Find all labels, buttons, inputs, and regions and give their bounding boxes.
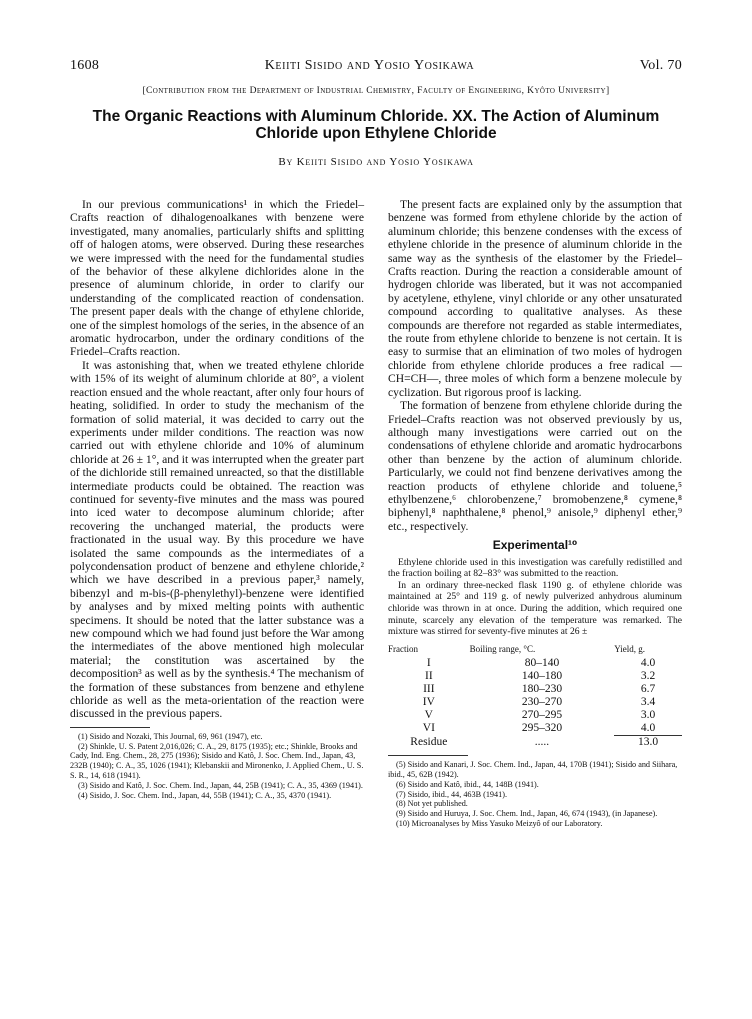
yield-cell: 4.0 <box>640 722 656 735</box>
column-header: Fraction <box>388 643 418 654</box>
table-row <box>388 709 682 722</box>
table-header-row <box>388 642 682 657</box>
yield-cell: 3.2 <box>640 670 656 683</box>
body-paragraph: In our previous communications¹ in which the Friedel–Crafts reaction of dihalogenoalkanes with benzene were investigated, many anomalies, particularly shifts and splitting off of halogen atoms, were observed. During these researches we were impressed with the need for the fundamental studies of the behavior of these alkylene dichlorides alone in the presence of aluminum chloride, in order to clarify our understanding of the complicated reaction of condensation. The present paper deals with the change of ethylene chloride, one of the simplest homologs of the series, in the absence of an aromatic hydrocarbon, under the ordinary conditions of the Friedel–Crafts reaction. <box>70 198 364 359</box>
volume-label: Vol. 70 <box>639 58 682 73</box>
boiling-range-cell: 80–140 <box>524 657 560 670</box>
experimental-text <box>388 557 682 638</box>
fraction-table <box>388 642 682 749</box>
fraction-cell: VI <box>422 722 435 735</box>
footnote: (7) Sisido, ibid., 44, 463B (1941). <box>396 789 507 799</box>
column-header: Boiling range, °C. <box>469 643 536 654</box>
fraction-cell: V <box>424 709 433 722</box>
fraction-cell: Residue <box>410 735 448 748</box>
footnote-divider <box>70 727 150 728</box>
fraction-cell: II <box>425 670 433 683</box>
table-row <box>388 670 682 683</box>
body-paragraph: It was astonishing that, when we treated ethylene chloride with 15% of its weight of aluminum chloride at 80°, a violent reaction ensued and the whole reactant, after only four hours of heating, solidified. In order to study the mechanism of the formation of solid material, it was decided to carry out the experiments under milder conditions. The reaction was now carried out with ethylene chloride and 10% of aluminum chloride at 26 ± 1°, and it was interrupted when the greater part of the dichloride still remained unreacted, so that the distillable intermediate products could be obtained. The reaction was continued for seventy-five minutes and the mass was poured into iced water to decompose aluminum chloride; after recovering the unchanged material, the products were fractionated in the usual way. By this procedure we have isolated the same compounds as the intermediates of a polycondensation product of benzene and ethylene chloride,² which we have described in a previous paper,³ namely, bibenzyl and m-bis-(β-phenylethyl)-benzene were identified by analyses and by mixed melting points with authentic specimens. It should be noted that the latter substance was a new compound which we had found just before the War among the intermediates of the above mentioned high molecular material; the constitution was ascertained by the decomposition³ as well as by the synthesis.⁴ The mechanism of the formation of these substances from benzene and ethylene chloride as well as the meta-orientation of the reaction were discussed in the previous papers. <box>70 358 364 721</box>
running-header <box>70 58 682 74</box>
footnote-divider <box>388 755 468 756</box>
footnote: (2) Shinkle, U. S. Patent 2,016,026; C. A., 29, 8175 (1935); etc.; Shinkle, Brooks and Cady, Ind. Eng. Chem., 28, 275 (1936); Sisido and Katô, J. Soc. Chem. Ind., Japan, 43, 232B (1940); C. A., 35, 1026 (1941); Klebanskii and Mironenko, J. Applied Chem., U. S. S. R., 14, 618 (1941). <box>70 741 364 781</box>
footnote: (3) Sisido and Katô, J. Soc. Chem. Ind., Japan, 44, 25B (1941); C. A., 35, 4369 (1941). <box>78 780 363 790</box>
table-row <box>388 657 682 670</box>
footnote: (9) Sisido and Huruya, J. Soc. Chem. Ind., Japan, 46, 674 (1943), (in Japanese). <box>396 809 658 819</box>
column-header: Yield, g. <box>614 643 645 654</box>
footnote: (6) Sisido and Katô, ibid., 44, 148B (1941). <box>396 779 539 789</box>
footnote: (5) Sisido and Kanari, J. Soc. Chem. Ind., Japan, 44, 170B (1941); Sisido and Siihara, ibid., 45, 62B (1942). <box>388 760 678 779</box>
footnote: (1) Sisido and Nozaki, This Journal, 69, 961 (1947), etc. <box>78 731 263 741</box>
experimental-paragraph: In an ordinary three-necked flask 1190 g. of ethylene chloride was maintained at 25° and 119 g. of newly pulverized anhydrous aluminum chloride was thrown in at once. During the addition, which required one minute, scarcely any elevation of the temperature was remarked. The mixture was stirred for seventy-five minutes at 26 ± <box>388 579 682 638</box>
experimental-paragraph: Ethylene chloride used in this investigation was carefully redistilled and the fraction boiling at 82–83° was submitted to the reaction. <box>388 556 682 580</box>
yield-cell: 13.0 <box>614 736 682 750</box>
yield-cell: 4.0 <box>640 657 656 670</box>
byline: By Keiiti Sisido and Yosio Yosikawa <box>278 156 474 168</box>
boiling-range-cell: 230–270 <box>521 696 563 709</box>
experimental-heading: Experimental¹⁰ <box>492 538 578 553</box>
fraction-cell: I <box>426 657 431 670</box>
yield-cell: 6.7 <box>640 683 656 696</box>
boiling-range-cell: 295–320 <box>521 722 563 735</box>
table-row <box>388 722 682 736</box>
footnote: (10) Microanalyses by Miss Yasuko Meizyô of our Laboratory. <box>396 818 603 828</box>
footnote: (4) Sisido, J. Soc. Chem. Ind., Japan, 44, 55B (1941); C. A., 35, 4370 (1941). <box>78 790 332 800</box>
running-title: Keiiti Sisido and Yosio Yosikawa <box>264 58 475 73</box>
article-title: The Organic Reactions with Aluminum Chloride. XX. The Action of Aluminum Chloride upon Ethylene Chloride <box>92 108 660 142</box>
page-number: 1608 <box>70 58 100 73</box>
yield-cell: 3.0 <box>640 709 656 722</box>
body-paragraph: The present facts are explained only by the assumption that benzene was formed from ethylene chloride by the action of aluminum chloride; this benzene condenses with the excess of ethylene chloride in the presence of aluminum chloride in the same way as the synthesis of the elastomer by the Friedel–Crafts reaction. During the reaction a considerable amount of hydrogen chloride was liberated, but it was not accompanied by acetylene, ethylene, vinyl chloride or any other unsaturated compound according to qualitative analyses. As these compounds are therefore not regarded as stable intermediates, the route from ethylene chloride to benzene is not certain. It is easy to surmise that an elimination of two moles of hydrogen chloride from ethylene chloride produces a free radical —CH=CH—, three moles of which form a benzene molecule by cyclization. But rigorous proof is lacking. <box>388 198 682 399</box>
table-row <box>388 683 682 696</box>
table-row <box>388 696 682 709</box>
body-columns <box>70 198 682 829</box>
table-row <box>388 736 682 750</box>
left-column <box>70 198 364 829</box>
footnote: (8) Not yet published. <box>396 799 468 809</box>
right-column <box>388 198 682 829</box>
contribution-line: [Contribution from the Department of Industrial Chemistry, Faculty of Engineering, Kyôto University] <box>142 86 610 96</box>
footnotes-right <box>388 760 682 829</box>
boiling-range-cell: ..... <box>534 735 550 748</box>
body-paragraph: The formation of benzene from ethylene chloride during the Friedel–Crafts reaction was not observed previously by us, although many investigations were carried out on the condensations of ethylene chloride and aromatic hydrocarbons other than benzene by the action of aluminum chloride. Particularly, we could not find benzene derivatives among the reaction products of ethylene chloride and toluene,⁵ ethylbenzene,⁶ chlorobenzene,⁷ bromobenzene,⁸ cymene,⁸ biphenyl,⁸ naphthalene,⁸ phenol,⁹ anisole,⁹ diphenyl ether,⁹ etc., respectively. <box>388 399 682 533</box>
boiling-range-cell: 180–230 <box>521 683 563 696</box>
boiling-range-cell: 140–180 <box>521 670 563 683</box>
fraction-cell: IV <box>422 696 435 709</box>
yield-cell: 3.4 <box>640 696 656 709</box>
boiling-range-cell: 270–295 <box>521 709 563 722</box>
fraction-cell: III <box>423 683 435 696</box>
footnotes-left <box>70 732 364 801</box>
journal-page <box>70 58 682 828</box>
